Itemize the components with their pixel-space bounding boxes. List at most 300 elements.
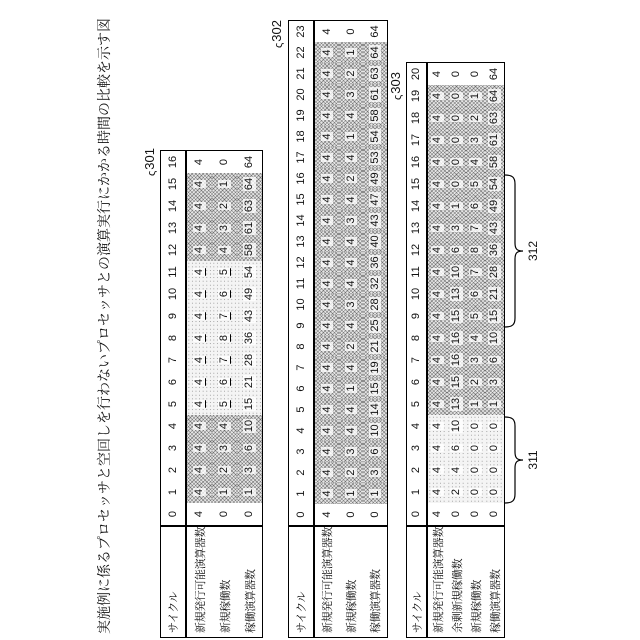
value-cell: 1 <box>212 481 237 503</box>
value-cell: 6 <box>466 283 485 305</box>
cycle-number: 8 <box>166 334 179 342</box>
value-cell: 4 <box>187 173 212 195</box>
value-cell: 10 <box>237 415 262 437</box>
value-cell: 4 <box>320 511 333 518</box>
value-cell: 15 <box>447 371 466 393</box>
value-cell: 2 <box>212 459 237 481</box>
cycle-number: 10 <box>294 298 307 311</box>
value-cell: 8 <box>466 239 485 261</box>
cycle-number: 13 <box>166 221 179 235</box>
value-cell: 0 <box>344 28 357 35</box>
value-cell: 1 <box>339 126 363 147</box>
value-cell: 64 <box>485 85 504 107</box>
table-row <box>315 21 339 637</box>
value-cell: 2 <box>339 336 363 357</box>
cycle-header-label: サイクル <box>407 525 426 637</box>
underbrace-icon <box>504 174 526 328</box>
value-cell: 3 <box>237 459 262 481</box>
value-cell: 49 <box>237 283 262 305</box>
cycle-number: 3 <box>410 444 423 452</box>
value-cell: 4 <box>315 105 339 126</box>
value-cell: 4 <box>315 357 339 378</box>
value-cell: 58 <box>363 105 387 126</box>
value-cell: 3 <box>466 129 485 151</box>
value-cell: 4 <box>315 483 339 504</box>
ref-squiggle-icon: ς <box>392 94 404 100</box>
value-cell: 4 <box>315 336 339 357</box>
value-cell: 0 <box>450 70 463 78</box>
value-cell: 4 <box>339 315 363 336</box>
value-cell: 4 <box>428 415 447 437</box>
row-label: 新規稼働数 <box>339 525 363 637</box>
value-cell: 4 <box>187 261 212 283</box>
row-label: 新規発行可能演算器数 <box>187 525 212 637</box>
value-cell: 58 <box>485 151 504 173</box>
value-cell: 7 <box>466 261 485 283</box>
value-cell: 16 <box>447 349 466 371</box>
value-cell: 0 <box>218 158 231 166</box>
cycle-number: 17 <box>294 151 307 164</box>
value-cell: 43 <box>485 217 504 239</box>
value-cell: 3 <box>212 217 237 239</box>
value-cell: 15 <box>485 305 504 327</box>
brace-label-312: 312 <box>526 240 540 262</box>
value-cell: 4 <box>315 147 339 168</box>
cycle-number: 13 <box>410 221 423 235</box>
value-cell: 64 <box>368 25 381 38</box>
value-cell: 4 <box>339 273 363 294</box>
cycle-number: 15 <box>166 177 179 191</box>
cycle-header-label: サイクル <box>289 525 313 637</box>
value-cell: 3 <box>339 441 363 462</box>
value-cell: 21 <box>485 283 504 305</box>
value-cell: 28 <box>237 349 262 371</box>
value-cell: 4 <box>187 393 212 415</box>
value-cell: 4 <box>339 231 363 252</box>
value-cell: 1 <box>485 393 504 415</box>
value-cell: 21 <box>363 336 387 357</box>
cycle-number: 8 <box>410 334 423 342</box>
value-cell: 4 <box>187 371 212 393</box>
value-cell: 4 <box>428 261 447 283</box>
value-cell: 1 <box>212 173 237 195</box>
brace-311 <box>504 416 540 504</box>
value-cell: 61 <box>363 84 387 105</box>
value-cell: 4 <box>315 42 339 63</box>
value-cell: 4 <box>339 420 363 441</box>
value-cell: 1 <box>339 378 363 399</box>
table-row <box>339 21 363 637</box>
value-cell: 4 <box>187 283 212 305</box>
value-cell: 8 <box>212 327 237 349</box>
cycle-number: 14 <box>410 199 423 213</box>
cycle-number: 7 <box>166 356 179 364</box>
table-row <box>447 63 466 637</box>
cycle-number: 18 <box>294 130 307 143</box>
value-cell: 10 <box>485 327 504 349</box>
value-cell: 3 <box>447 217 466 239</box>
value-cell: 2 <box>339 168 363 189</box>
cycle-number: 19 <box>294 109 307 122</box>
table-row <box>363 21 387 637</box>
value-cell: 0 <box>485 459 504 481</box>
value-cell: 28 <box>485 261 504 283</box>
value-cell: 0 <box>447 151 466 173</box>
value-cell: 0 <box>447 129 466 151</box>
value-cell: 5 <box>466 173 485 195</box>
table-row <box>237 151 262 637</box>
value-cell: 7 <box>466 217 485 239</box>
value-cell: 6 <box>466 195 485 217</box>
value-cell: 0 <box>466 459 485 481</box>
value-cell: 61 <box>485 129 504 151</box>
value-cell: 4 <box>428 217 447 239</box>
value-cell: 4 <box>431 70 444 78</box>
cycle-header-label: サイクル <box>161 525 185 637</box>
value-cell: 1 <box>363 483 387 504</box>
value-cell: 4 <box>187 217 212 239</box>
cycle-number: 0 <box>166 510 179 518</box>
value-cell: 64 <box>488 67 501 81</box>
value-cell: 4 <box>428 349 447 371</box>
value-cell: 4 <box>428 459 447 481</box>
value-cell: 6 <box>447 239 466 261</box>
value-cell: 10 <box>447 261 466 283</box>
value-cell: 4 <box>339 399 363 420</box>
value-cell: 49 <box>363 168 387 189</box>
cycle-number: 15 <box>410 177 423 191</box>
cycle-number: 2 <box>166 466 179 474</box>
value-cell: 4 <box>428 393 447 415</box>
table-row <box>212 151 237 637</box>
value-cell: 21 <box>237 371 262 393</box>
value-cell: 0 <box>447 85 466 107</box>
ref-label-302 <box>269 20 284 48</box>
value-cell: 5 <box>212 393 237 415</box>
value-cell: 0 <box>243 510 256 518</box>
value-cell: 0 <box>469 70 482 78</box>
table-row <box>485 63 504 637</box>
value-cell: 4 <box>193 510 206 518</box>
ref-squiggle-icon: ς <box>146 170 158 176</box>
brace-label-311: 311 <box>526 450 540 470</box>
ref-label-303 <box>388 72 403 100</box>
value-cell: 4 <box>315 126 339 147</box>
cycle-number: 5 <box>294 406 307 413</box>
value-cell: 4 <box>315 63 339 84</box>
figure-title: 実施例に係るプロセッサと空回しを行わないプロセッサとの演算実行にかかる時間の比較を示す図 <box>96 18 112 634</box>
value-cell: 54 <box>485 173 504 195</box>
value-cell: 64 <box>243 155 256 169</box>
value-cell: 4 <box>187 459 212 481</box>
value-cell: 4 <box>339 105 363 126</box>
table-row <box>187 151 212 637</box>
value-cell: 63 <box>363 63 387 84</box>
value-cell: 64 <box>237 173 262 195</box>
cycle-number: 1 <box>166 488 179 496</box>
value-cell: 3 <box>466 349 485 371</box>
value-cell: 4 <box>187 239 212 261</box>
value-cell: 4 <box>428 239 447 261</box>
value-cell: 3 <box>363 462 387 483</box>
cycle-number: 8 <box>294 343 307 350</box>
cycle-number: 19 <box>410 89 423 103</box>
value-cell: 0 <box>466 437 485 459</box>
comparison-table-301 <box>160 150 263 638</box>
cycle-number: 1 <box>410 488 423 496</box>
value-cell: 4 <box>315 315 339 336</box>
value-cell: 36 <box>363 252 387 273</box>
value-cell: 2 <box>339 462 363 483</box>
ref-number: 301 <box>142 147 157 170</box>
ref-number: 303 <box>388 71 403 94</box>
cycle-number: 9 <box>166 312 179 320</box>
value-cell: 6 <box>447 437 466 459</box>
cycle-number: 4 <box>166 422 179 430</box>
value-cell: 4 <box>428 481 447 503</box>
table-row <box>466 63 485 637</box>
value-cell: 63 <box>485 107 504 129</box>
cycle-number: 0 <box>294 511 307 518</box>
value-cell: 16 <box>447 327 466 349</box>
value-cell: 1 <box>447 195 466 217</box>
value-cell: 4 <box>315 231 339 252</box>
cycle-number: 12 <box>410 243 423 257</box>
cycle-header-row <box>407 63 428 637</box>
value-cell: 5 <box>212 261 237 283</box>
value-cell: 0 <box>447 107 466 129</box>
value-cell: 4 <box>428 437 447 459</box>
cycle-number: 6 <box>410 378 423 386</box>
cycle-number: 16 <box>294 172 307 185</box>
value-cell: 4 <box>315 84 339 105</box>
value-cell: 40 <box>363 231 387 252</box>
value-cell: 6 <box>363 441 387 462</box>
value-cell: 15 <box>447 305 466 327</box>
cycle-number: 12 <box>166 243 179 257</box>
value-cell: 43 <box>363 210 387 231</box>
cycle-number: 3 <box>166 444 179 452</box>
value-cell: 4 <box>320 28 333 35</box>
value-cell: 7 <box>212 305 237 327</box>
cycle-number: 15 <box>294 193 307 206</box>
cycle-number: 20 <box>294 88 307 101</box>
value-cell: 15 <box>237 393 262 415</box>
value-cell: 4 <box>315 189 339 210</box>
value-cell: 3 <box>212 437 237 459</box>
value-cell: 4 <box>466 327 485 349</box>
value-cell: 14 <box>363 399 387 420</box>
row-label: 新規発行可能演算器数 <box>315 525 339 637</box>
value-cell: 58 <box>237 239 262 261</box>
cycle-number: 4 <box>410 422 423 430</box>
cycle-number: 11 <box>410 266 423 278</box>
cycle-number: 7 <box>410 356 423 364</box>
cycle-number: 2 <box>294 469 307 476</box>
value-cell: 4 <box>315 294 339 315</box>
value-cell: 10 <box>447 415 466 437</box>
underbrace-icon <box>504 416 526 504</box>
value-cell: 4 <box>315 273 339 294</box>
value-cell: 3 <box>339 84 363 105</box>
value-cell: 4 <box>431 510 444 518</box>
value-cell: 4 <box>315 210 339 231</box>
cycle-number: 12 <box>294 256 307 269</box>
value-cell: 53 <box>363 147 387 168</box>
comparison-table-302 <box>288 20 388 638</box>
value-cell: 36 <box>485 239 504 261</box>
cycle-number: 20 <box>410 67 423 81</box>
value-cell: 4 <box>428 151 447 173</box>
value-cell: 4 <box>315 462 339 483</box>
value-cell: 2 <box>447 481 466 503</box>
comparison-table-303 <box>406 62 505 638</box>
value-cell: 1 <box>339 42 363 63</box>
value-cell: 5 <box>466 305 485 327</box>
cycle-number: 1 <box>294 490 307 497</box>
cycle-number: 14 <box>166 199 179 213</box>
value-cell: 4 <box>187 481 212 503</box>
value-cell: 1 <box>466 393 485 415</box>
value-cell: 4 <box>187 195 212 217</box>
row-label: 稼働演算器数 <box>363 525 387 637</box>
cycle-number: 6 <box>294 385 307 392</box>
value-cell: 4 <box>212 239 237 261</box>
value-cell: 6 <box>237 437 262 459</box>
value-cell: 4 <box>339 252 363 273</box>
value-cell: 64 <box>363 42 387 63</box>
cycle-number: 0 <box>410 510 423 518</box>
cycle-number: 9 <box>410 312 423 320</box>
value-cell: 4 <box>315 399 339 420</box>
value-cell: 4 <box>315 252 339 273</box>
value-cell: 4 <box>315 420 339 441</box>
value-cell: 0 <box>368 511 381 518</box>
cycle-number: 5 <box>410 400 423 408</box>
value-cell: 4 <box>428 327 447 349</box>
cycle-number: 18 <box>410 111 423 125</box>
value-cell: 2 <box>212 195 237 217</box>
value-cell: 25 <box>363 315 387 336</box>
cycle-number: 16 <box>410 155 423 169</box>
value-cell: 4 <box>339 189 363 210</box>
table-row <box>428 63 447 637</box>
value-cell: 4 <box>187 327 212 349</box>
cycle-number: 14 <box>294 214 307 227</box>
value-cell: 4 <box>187 415 212 437</box>
value-cell: 19 <box>363 357 387 378</box>
value-cell: 7 <box>212 349 237 371</box>
value-cell: 0 <box>485 415 504 437</box>
value-cell: 10 <box>363 420 387 441</box>
value-cell: 4 <box>315 168 339 189</box>
row-label: 新規稼働数 <box>466 525 485 637</box>
value-cell: 54 <box>363 126 387 147</box>
value-cell: 3 <box>339 210 363 231</box>
value-cell: 0 <box>218 510 231 518</box>
value-cell: 4 <box>428 129 447 151</box>
value-cell: 0 <box>447 173 466 195</box>
value-cell: 0 <box>466 415 485 437</box>
value-cell: 4 <box>428 107 447 129</box>
value-cell: 4 <box>339 147 363 168</box>
cycle-number: 7 <box>294 364 307 371</box>
cycle-header-row <box>161 151 187 637</box>
cycle-number: 21 <box>294 67 307 80</box>
value-cell: 4 <box>315 378 339 399</box>
value-cell: 61 <box>237 217 262 239</box>
value-cell: 4 <box>466 151 485 173</box>
value-cell: 28 <box>363 294 387 315</box>
value-cell: 36 <box>237 327 262 349</box>
value-cell: 54 <box>237 261 262 283</box>
value-cell: 49 <box>485 195 504 217</box>
cycle-number: 11 <box>166 266 179 278</box>
value-cell: 15 <box>363 378 387 399</box>
value-cell: 32 <box>363 273 387 294</box>
value-cell: 1 <box>466 85 485 107</box>
value-cell: 47 <box>363 189 387 210</box>
value-cell: 4 <box>187 349 212 371</box>
cycle-number: 6 <box>166 378 179 386</box>
value-cell: 4 <box>428 195 447 217</box>
value-cell: 3 <box>339 294 363 315</box>
value-cell: 0 <box>469 510 482 518</box>
row-label: 新規発行可能演算器数 <box>428 525 447 637</box>
cycle-number: 13 <box>294 235 307 248</box>
value-cell: 3 <box>485 371 504 393</box>
value-cell: 4 <box>428 173 447 195</box>
cycle-number: 16 <box>166 155 179 169</box>
value-cell: 13 <box>447 283 466 305</box>
cycle-number: 23 <box>294 25 307 38</box>
value-cell: 6 <box>485 349 504 371</box>
row-label: 稼働演算器数 <box>485 525 504 637</box>
value-cell: 0 <box>450 510 463 518</box>
cycle-number: 17 <box>410 133 423 147</box>
cycle-number: 4 <box>294 427 307 434</box>
value-cell: 4 <box>315 441 339 462</box>
value-cell: 4 <box>428 85 447 107</box>
value-cell: 13 <box>447 393 466 415</box>
row-label: 新規稼働数 <box>212 525 237 637</box>
value-cell: 0 <box>485 437 504 459</box>
value-cell: 4 <box>428 305 447 327</box>
cycle-number: 9 <box>294 322 307 329</box>
cycle-number: 10 <box>410 287 423 301</box>
value-cell: 2 <box>466 371 485 393</box>
value-cell: 4 <box>187 305 212 327</box>
value-cell: 1 <box>339 483 363 504</box>
value-cell: 4 <box>187 437 212 459</box>
cycle-number: 10 <box>166 287 179 301</box>
value-cell: 1 <box>237 481 262 503</box>
cycle-number: 11 <box>294 277 307 290</box>
value-cell: 2 <box>339 63 363 84</box>
value-cell: 4 <box>428 371 447 393</box>
value-cell: 0 <box>344 511 357 518</box>
value-cell: 0 <box>485 481 504 503</box>
value-cell: 4 <box>212 415 237 437</box>
value-cell: 4 <box>428 283 447 305</box>
ref-label-301 <box>142 148 157 176</box>
value-cell: 6 <box>212 283 237 305</box>
value-cell: 43 <box>237 305 262 327</box>
cycle-number: 22 <box>294 46 307 59</box>
cycle-number: 2 <box>410 466 423 474</box>
ref-squiggle-icon: ς <box>273 42 285 48</box>
value-cell: 0 <box>488 510 501 518</box>
